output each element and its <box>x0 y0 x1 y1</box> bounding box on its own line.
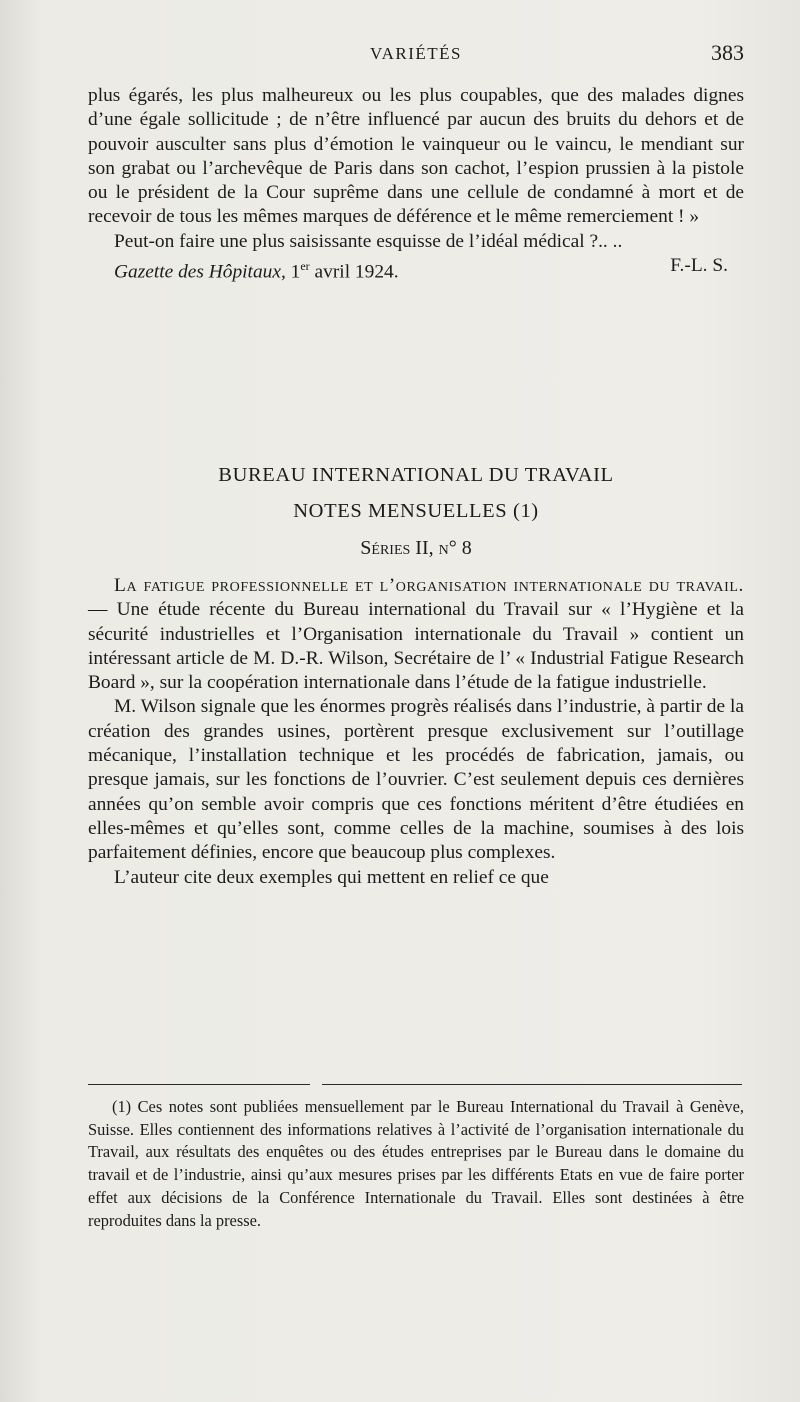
article-paragraph-1 <box>88 574 744 695</box>
section-heading-2: NOTES MENSUELLES (1) <box>293 500 539 522</box>
footnote-rule-right <box>322 1084 742 1085</box>
source-citation <box>88 254 744 285</box>
running-title: VARIÉTÉS <box>370 44 462 63</box>
section-heading-3: Séries II, n° 8 <box>360 537 472 559</box>
source-title: Gazette des Hôpitaux, <box>114 261 286 283</box>
intro-paragraph-1: plus égarés, les plus malheureux ou les plus coupables, que des malades dignes d’une égale sollicitude ; de n’être influencé par aucun des bruits du dehors et de pouvoir ausculter sans plus d’émotion le vainqueur ou le vaincu, le mendiant sur son grabat ou l’archevêque de Paris dans son cachot, l’espion prussien à la pistole ou le président de la Cour suprême dans une cellule de condamné à mort et de recevoir de tous les mêmes marques de déférence et le même remerciement ! » <box>88 85 744 228</box>
article-paragraph-3: L’auteur cite deux exemples qui mettent en relief ce que <box>114 866 549 888</box>
intro-text <box>88 84 744 285</box>
running-head <box>88 40 744 68</box>
page-number: 383 <box>711 40 744 65</box>
footnote <box>88 1096 744 1232</box>
intro-paragraph-2: Peut-on faire une plus saisissante esquisse de l’idéal médical ?.. .. <box>114 230 623 252</box>
source-date-day: 1 <box>290 261 301 283</box>
signature: F.-L. S. <box>670 255 728 277</box>
article-lead: La fatigue professionnelle et l’organisation internationale du travail. <box>114 575 744 596</box>
section-headings <box>88 458 744 566</box>
section-heading-1: BUREAU INTERNATIONAL DU TRAVAIL <box>218 464 614 486</box>
source-date-sup: er <box>300 259 310 274</box>
footnote-text: (1) Ces notes sont publiées mensuellement par le Bureau International du Travail à Genève, Suisse. Elles contiennent des informations relatives à l’activité de l’organisation internationale du Travail, aux résultats des enquêtes ou des études entreprises par le Bureau dans le domaine du travail et de l’industrie, ainsi qu’aux mesures prises par les différents Etats en vue de faire porter effet aux décisions de la Conférence Internationale du Travail. Elles sont destinées à être reproduites dans la presse. <box>88 1097 744 1230</box>
footnote-rule-left <box>88 1084 310 1085</box>
article-body <box>88 574 744 890</box>
article-paragraph-1-text: — Une étude récente du Bureau international du Travail sur « l’Hygiène et la sécurité industrielles et l’Organisation internationale du Travail » contient un intéressant article de M. D.-R. Wilson, Secrétaire de l’ « Industrial Fatigue Research Board », sur la coopération internationale dans l’étude de la fatigue industrielle. <box>88 599 744 694</box>
source-date-rest: avril 1924. <box>314 261 399 283</box>
article-paragraph-2: M. Wilson signale que les énormes progrès réalisés dans l’industrie, à partir de la création des grandes usines, portèrent presque exclusivement sur l’outillage mécanique, l’installation technique et les procédés de fabrication, jamais, ou presque jamais, sur les fonctions de l’ouvrier. C’est seulement depuis ces dernières années qu’on semble avoir compris que ces fonctions méritent d’être étudiées en elles-mêmes et qu’elles sont, comme celles de la machine, soumises à des lois parfaitement définies, encore que beaucoup plus complexes. <box>88 696 744 864</box>
